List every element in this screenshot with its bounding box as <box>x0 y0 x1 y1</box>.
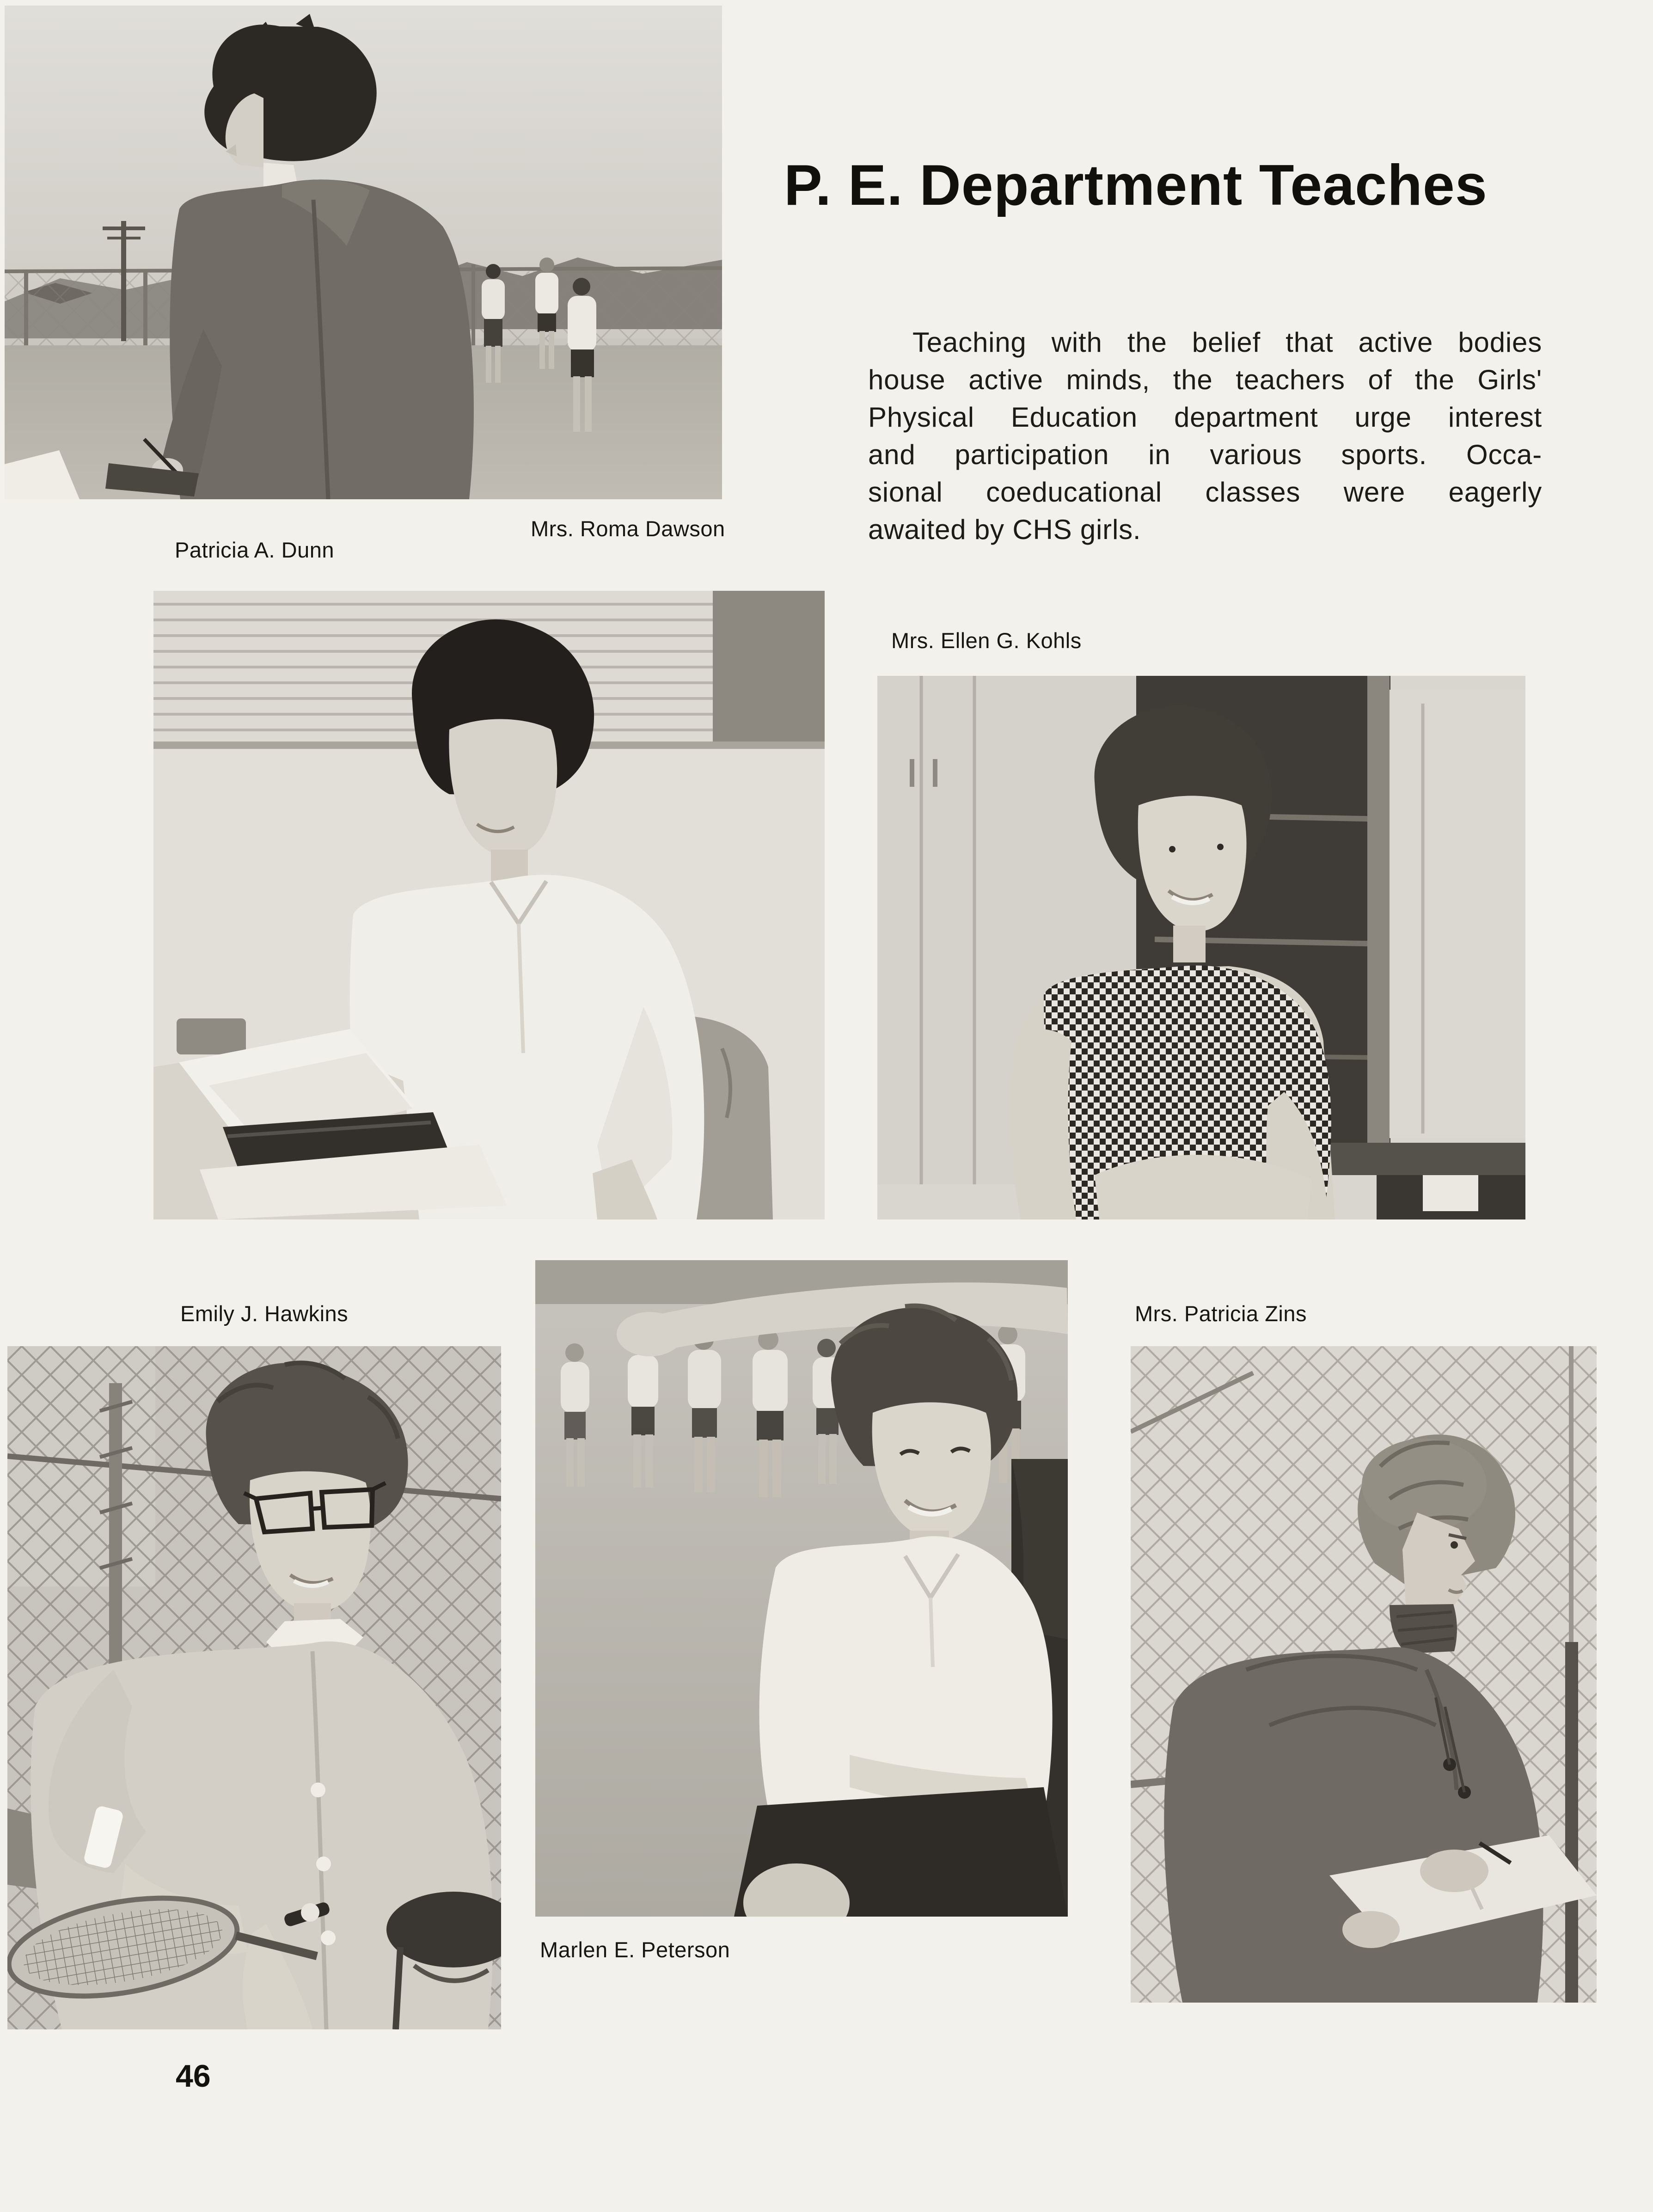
paragraph-line: sional coeducational classes were eagerly <box>868 477 1542 508</box>
photo-marlen-peterson <box>535 1260 1068 1917</box>
photo-patricia-zins <box>1131 1346 1597 2003</box>
photo-roma-dawson <box>5 6 722 499</box>
caption-patricia-zins: Mrs. Patricia Zins <box>1135 1301 1307 1326</box>
page-title: P. E. Department Teaches <box>784 153 1488 217</box>
page-number: 46 <box>176 2059 211 2094</box>
caption-ellen-kohls: Mrs. Ellen G. Kohls <box>891 628 1082 653</box>
paragraph-line: Physical Education department urge interest <box>868 402 1542 433</box>
paragraph-line: Teaching with the belief that active bodies <box>912 327 1542 358</box>
body-paragraph <box>868 324 1542 548</box>
caption-marlen-peterson: Marlen E. Peterson <box>540 1937 730 1962</box>
caption-emily-hawkins: Emily J. Hawkins <box>180 1301 349 1326</box>
photo-patricia-zins-illustration <box>1131 1346 1597 2003</box>
paragraph-line: and participation in various sports. Occa- <box>868 439 1542 470</box>
paragraph-line: house active minds, the teachers of the Girls' <box>868 364 1542 395</box>
caption-roma-dawson: Mrs. Roma Dawson <box>531 516 725 541</box>
photo-patricia-dunn-illustration <box>153 591 825 1219</box>
photo-roma-dawson-illustration <box>5 6 722 499</box>
photo-ellen-kohls-illustration <box>877 676 1525 1219</box>
photo-ellen-kohls <box>877 676 1525 1219</box>
photo-emily-hawkins <box>7 1346 501 2029</box>
photo-patricia-dunn <box>153 591 825 1219</box>
photo-emily-hawkins-illustration <box>7 1346 501 2029</box>
caption-patricia-dunn: Patricia A. Dunn <box>175 538 335 562</box>
photo-marlen-peterson-illustration <box>535 1260 1068 1917</box>
paragraph-line: awaited by CHS girls. <box>868 514 1141 545</box>
